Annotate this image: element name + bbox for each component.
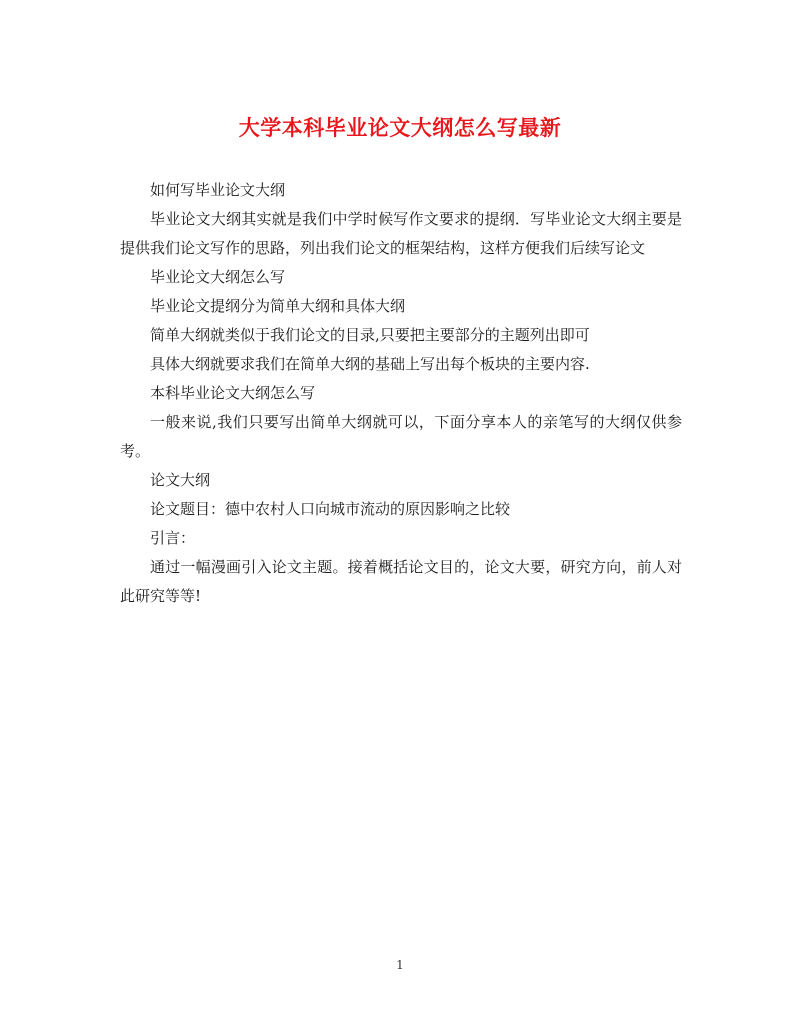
paragraph: 毕业论文大纲其实就是我们中学时候写作文要求的提纲．写毕业论文大纲主要是提供我们论文写作的思路，列出我们论文的框架结构，这样方便我们后续写论文 <box>120 210 682 257</box>
paragraph: 一般来说,我们只要写出简单大纲就可以，下面分享本人的亲笔写的大纲仅供参考。 <box>120 413 682 460</box>
document-body <box>120 176 682 611</box>
paragraph: 如何写毕业论文大纲 <box>150 181 286 199</box>
paragraph: 简单大纲就类似于我们论文的目录,只要把主要部分的主题列出即可 <box>150 326 590 344</box>
paragraph: 论文题目：德中农村人口向城市流动的原因影响之比较 <box>150 500 511 518</box>
paragraph: 通过一幅漫画引入论文主题。接着概括论文目的，论文大要，研究方向，前人对此研究等等! <box>120 558 682 605</box>
page-number: 1 <box>396 958 404 972</box>
paragraph: 本科毕业论文大纲怎么写 <box>150 384 316 402</box>
document-title: 大学本科毕业论文大纲怎么写最新 <box>238 115 562 140</box>
paragraph: 毕业论文大纲怎么写 <box>150 268 286 286</box>
paragraph: 引言： <box>150 529 196 547</box>
paragraph: 毕业论文提纲分为简单大纲和具体大纲 <box>150 297 406 315</box>
paragraph: 论文大纲 <box>150 471 211 489</box>
paragraph: 具体大纲就要求我们在简单大纲的基础上写出每个板块的主要内容. <box>150 355 590 373</box>
